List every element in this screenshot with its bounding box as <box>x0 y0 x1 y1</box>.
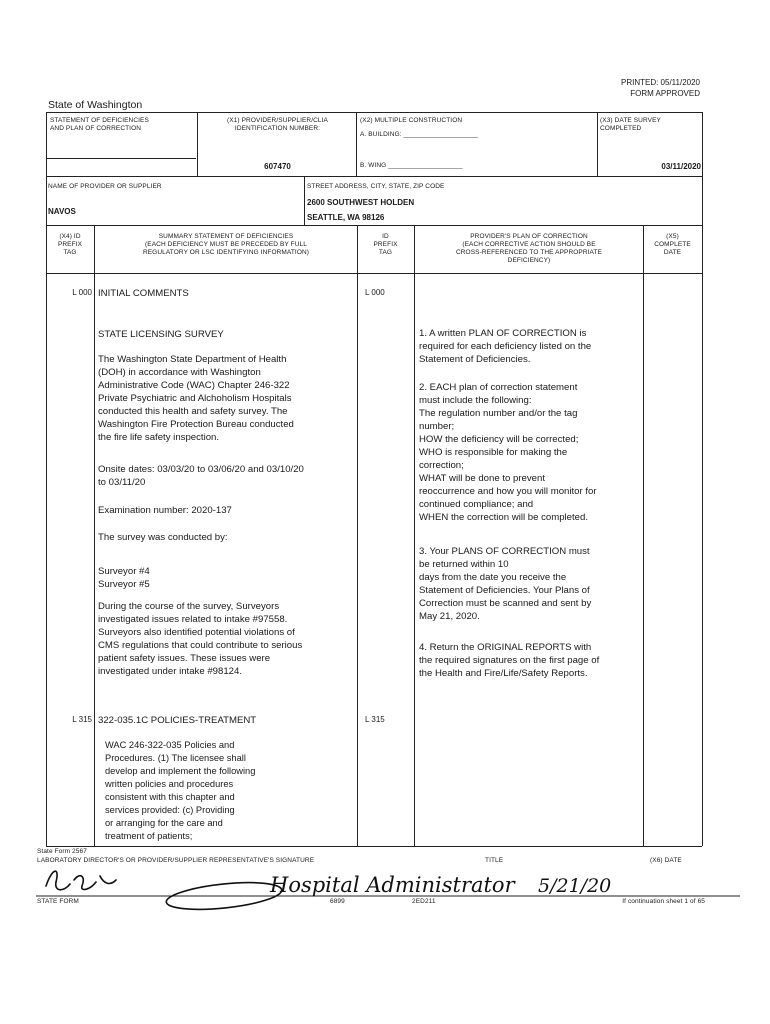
plan-item-1: 1. A written PLAN OF CORRECTION is required for each deficiency listed on the Statement of Deficiencies. <box>419 328 592 365</box>
rule-h1 <box>197 112 198 176</box>
date-label: (X6) DATE <box>650 857 682 864</box>
plan-item-3: 3. Your PLANS OF CORRECTION must be returned within 10 days from the date you receive the Statement of Deficiencies. Your Plans of Correction must be scanned and sent by May 21, 2020. <box>419 546 592 622</box>
rule-h3 <box>597 112 598 176</box>
state-form-label: STATE FORM <box>37 898 79 905</box>
handwritten-signature <box>46 871 283 912</box>
x1-label: (X1) PROVIDER/SUPPLIER/CLIA IDENTIFICATION NUMBER: <box>227 117 328 132</box>
handwritten-date: 5/21/20 <box>538 875 612 897</box>
plan-item-2: 2. EACH plan of correction statement must include the following: The regulation number and/or the tag number; HOW the deficiency will be corrected; WHO is responsible for making the correction; WHAT will be done to prevent reoccurrence and how you will monitor for continued compliance; and WHEN the correction will be completed. <box>419 382 597 523</box>
entry-id-l315: L 315 <box>365 715 385 724</box>
conducted-by: The survey was conducted by: <box>98 532 228 543</box>
rule-left <box>46 112 47 846</box>
rule-col2 <box>357 225 358 846</box>
handwritten-title: Hospital Administrator <box>270 873 515 897</box>
address-line2: SEATTLE, WA 98126 <box>307 213 385 222</box>
col-summary-header: SUMMARY STATEMENT OF DEFICIENCIES (EACH DEFICIENCY MUST BE PRECEDED BY FULL REGULATORY OR LSC IDENTIFYING INFORMATION) <box>142 233 310 256</box>
entry-id-l000: L 000 <box>365 288 385 297</box>
rule-stmt-inner <box>46 158 196 159</box>
col-plan-header: PROVIDER'S PLAN OF CORRECTION (EACH CORRECTIVE ACTION SHOULD BE CROSS-REFERENCED TO THE APPROPRIATE DEFICIENCY) <box>455 233 603 264</box>
state-form-number: State Form 2567 <box>37 848 87 855</box>
rule-top <box>46 112 702 113</box>
rule-header-bottom <box>46 176 702 177</box>
entry-title-initial: INITIAL COMMENTS <box>98 288 189 299</box>
address-line1: 2600 SOUTHWEST HOLDEN <box>307 198 415 207</box>
entry-tag-l000: L 000 <box>72 288 92 297</box>
title-label: TITLE <box>485 857 504 864</box>
wac-text: WAC 246-322-035 Policies and Procedures. (1) The licensee shall develop and implement the following written policies and procedures consistent with this chapter and services provided: (c) Providing or arranging for the care and treatment of patients; <box>105 740 256 841</box>
col-x5-header: (X5) COMPLETE DATE <box>654 233 691 256</box>
statement-label: STATEMENT OF DEFICIENCIES AND PLAN OF CORRECTION <box>50 117 149 132</box>
continuation-note: If continuation sheet 1 of 65 <box>622 898 705 905</box>
col-id-header: ID PREFIX TAG <box>373 233 398 256</box>
address-label: STREET ADDRESS, CITY, STATE, ZIP CODE <box>307 183 445 190</box>
onsite-dates: Onsite dates: 03/03/20 to 03/06/20 and 03/10/20 to 03/11/20 <box>98 464 304 488</box>
x3-label: (X3) DATE SURVEY COMPLETED <box>600 117 661 132</box>
x3-value: 03/11/2020 <box>661 162 701 171</box>
provider-name: NAVOS <box>48 207 76 216</box>
rule-address-bottom <box>46 225 702 226</box>
survey-title: STATE LICENSING SURVEY <box>98 329 224 340</box>
x1-value: 607470 <box>264 162 291 171</box>
exam-number: Examination number: 2020-137 <box>98 505 232 516</box>
entry-tag-l315: L 315 <box>72 715 92 724</box>
event-id: 2ED211 <box>412 898 436 905</box>
plan-item-4: 4. Return the ORIGINAL REPORTS with the required signatures on the first page of the Health and Fire/Life/Safety Reports. <box>419 642 600 679</box>
entry-title-policies: 322-035.1C POLICIES-TREATMENT <box>98 715 257 726</box>
investigation-note: During the course of the survey, Surveyors investigated issues related to intake #97558. Surveyors also identified potential violations of CMS regulations that could contribute to serious patient safety issues. These issues were investigated under intake #98124. <box>98 601 303 677</box>
state-name: State of Washington <box>48 99 143 111</box>
survey-intro: The Washington State Department of Health (DOH) in accordance with Washington Administrative Code (WAC) Chapter 246-322 Private Psychiatric and Alchoholism Hospitals conducted this health and safety survey. The Washington Fire Protection Bureau conducted the fire life safety inspection. <box>98 354 294 443</box>
x2-label: (X2) MULTIPLE CONSTRUCTION <box>360 117 463 124</box>
rule-colhead-bottom <box>46 273 702 274</box>
col-x4-header: (X4) ID PREFIX TAG <box>57 233 83 256</box>
rule-col4 <box>643 225 644 846</box>
rule-addr <box>304 176 305 225</box>
lab-director-label: LABORATORY DIRECTOR'S OR PROVIDER/SUPPLIER REPRESENTATIVE'S SIGNATURE <box>37 857 315 864</box>
rule-h2 <box>356 112 357 176</box>
surveyors: Surveyor #4 Surveyor #5 <box>98 566 150 590</box>
x2-wing: B. WING ____________________ <box>360 162 463 169</box>
form-code: 6899 <box>330 898 345 905</box>
form-approved: FORM APPROVED <box>630 89 700 98</box>
rule-col3 <box>414 225 415 846</box>
rule-body-bottom <box>46 846 702 847</box>
provider-label: NAME OF PROVIDER OR SUPPLIER <box>48 183 162 190</box>
printed-date: PRINTED: 05/11/2020 <box>620 78 700 87</box>
rule-col1 <box>94 225 95 846</box>
x2-building: A. BUILDING: ____________________ <box>360 131 478 138</box>
rule-right <box>702 112 703 846</box>
